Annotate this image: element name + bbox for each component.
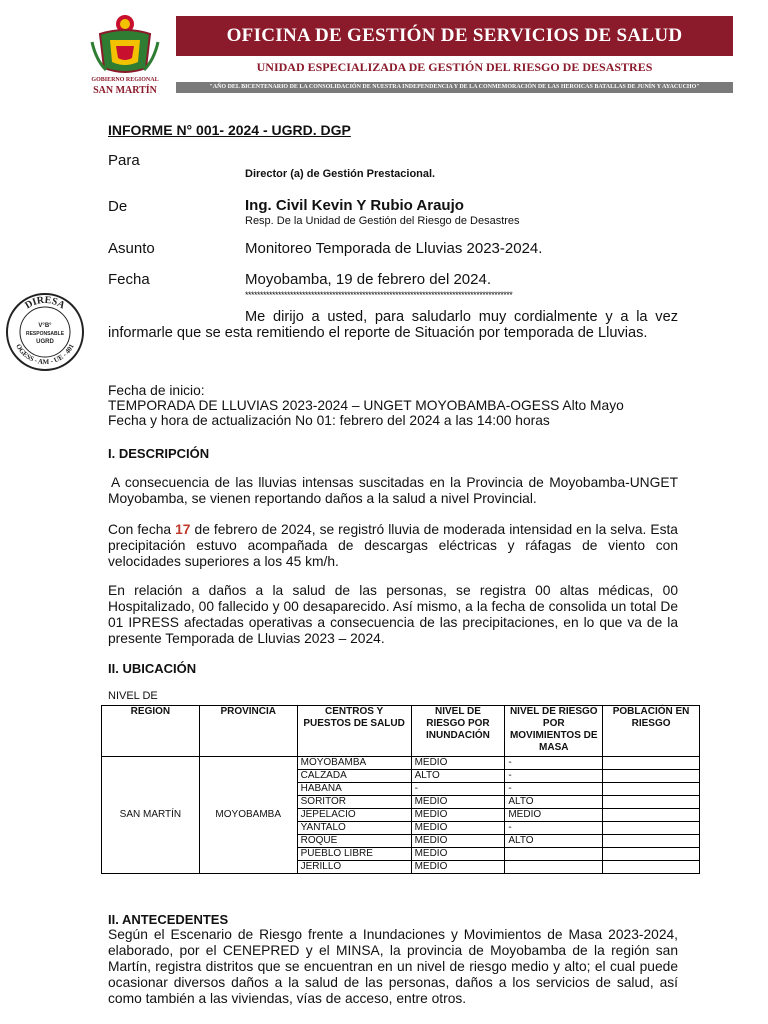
- stamp-responsable: RESPONSABLE: [25, 331, 65, 337]
- start-date-label: Fecha de inicio:: [108, 383, 205, 398]
- health-center-cell: CALZADA: [297, 770, 411, 783]
- flood-risk-cell: MEDIO: [411, 757, 505, 770]
- season-line: TEMPORADA DE LLUVIAS 2023-2024 – UNGET MOYOBAMBA-OGESS Alto Mayo: [108, 398, 624, 413]
- greeting-paragraph: Me dirijo a usted, para saludarlo muy cordialmente y a la vez informarle que se esta remitiendo el reporte de Situación por temporada de Lluvias.: [108, 309, 678, 341]
- mass-movement-risk-cell: MEDIO: [505, 809, 603, 822]
- mass-movement-risk-cell: -: [505, 822, 603, 835]
- header-population-at-risk: POBLACIÓN EN RIESGO: [603, 706, 700, 757]
- mass-movement-risk-cell: ALTO: [505, 796, 603, 809]
- stamp-top-text: DIRESA: [23, 294, 67, 312]
- population-cell: [603, 848, 700, 861]
- highlighted-day: 17: [175, 522, 191, 537]
- health-center-cell: ROQUE: [297, 835, 411, 848]
- org-name: [82, 76, 168, 95]
- population-cell: [603, 822, 700, 835]
- date-prefix: Con fecha: [108, 522, 176, 537]
- from-name: Ing. Civil Kevin Y Rubio Araujo: [245, 197, 464, 214]
- description-paragraph-1: A consecuencia de las lluvias intensas suscitadas en la Provincia de Moyobamba-UNGET Moyobamba, se vienen reportando daños a la salud a nivel Provincial.: [108, 475, 678, 506]
- flood-risk-cell: MEDIO: [411, 809, 505, 822]
- population-cell: [603, 835, 700, 848]
- flood-risk-cell: MEDIO: [411, 848, 505, 861]
- to-value: Director (a) de Gestión Prestacional.: [245, 168, 436, 180]
- population-cell: [603, 796, 700, 809]
- location-heading: II. UBICACIÓN: [108, 661, 197, 676]
- flood-risk-cell: -: [411, 783, 505, 796]
- stamp-bottom-text: OGESS - AM - UE - 401: [14, 342, 76, 367]
- separator-line: *****************************************************************************************: [245, 290, 513, 300]
- header-region: REGION: [102, 706, 200, 757]
- description-heading: I. DESCRIPCIÓN: [108, 446, 210, 461]
- stamp-vb: V°B°: [38, 323, 52, 329]
- health-center-cell: HABANA: [297, 783, 411, 796]
- location-table-body: [102, 757, 700, 874]
- health-center-cell: PUEBLO LIBRE: [297, 848, 411, 861]
- location-table: [101, 705, 700, 874]
- header-province: PROVINCIA: [199, 706, 297, 757]
- office-banner: OFICINA DE GESTIÓN DE SERVICIOS DE SALUD: [176, 16, 733, 56]
- from-label: De: [108, 198, 128, 215]
- year-motto: "AÑO DEL BICENTENARIO DE LA CONSOLIDACIÓN DE NUESTRA INDEPENDENCIA Y DE LA CONMEMORACIÓN DE LAS HEROICAS BATALLAS DE JUNÍN Y AYACUCHO": [176, 82, 733, 93]
- region-cell: SAN MARTÍN: [102, 757, 200, 874]
- background-heading: II. ANTECEDENTES: [108, 912, 229, 927]
- background-paragraph: Según el Escenario de Riesgo frente a Inundaciones y Movimientos de Masa 2023-2024, elaborado, por el CENEPRED y el MINSA, la provincia de Moyobamba de la región san Martín, registra distritos que se encuentran en un nivel de riesgo medio y alto; el cual puede ocasionar diversos daños a la salud de las personas, daños a los servicios de salud, así como también a las viviendas, vías de acceso, entre otros.: [108, 927, 678, 1006]
- flood-risk-cell: MEDIO: [411, 861, 505, 874]
- province-cell: MOYOBAMBA: [199, 757, 297, 874]
- unit-subtitle: UNIDAD ESPECIALIZADA DE GESTIÓN DEL RIESGO DE DESASTRES: [256, 60, 653, 74]
- mass-movement-risk-cell: -: [505, 770, 603, 783]
- mass-movement-risk-cell: -: [505, 757, 603, 770]
- nivel-label: NIVEL DE: [108, 690, 158, 702]
- date-value: Moyobamba, 19 de febrero del 2024.: [245, 271, 491, 288]
- population-cell: [603, 770, 700, 783]
- health-center-cell: JEPELACIO: [297, 809, 411, 822]
- subject-label: Asunto: [108, 240, 155, 257]
- description-paragraph-2: [108, 522, 678, 570]
- health-center-cell: YANTALO: [297, 822, 411, 835]
- population-cell: [603, 861, 700, 874]
- diresa-stamp: [4, 291, 86, 373]
- from-role: Resp. De la Unidad de Gestión del Riesgo de Desastres: [245, 215, 520, 227]
- subject-value: Monitoreo Temporada de Lluvias 2023-2024.: [245, 240, 543, 257]
- health-center-cell: JERILLO: [297, 861, 411, 874]
- flood-risk-cell: MEDIO: [411, 822, 505, 835]
- mass-movement-risk-cell: ALTO: [505, 835, 603, 848]
- population-cell: [603, 809, 700, 822]
- mass-movement-risk-cell: [505, 848, 603, 861]
- table-row: [102, 757, 700, 770]
- population-cell: [603, 757, 700, 770]
- population-cell: [603, 783, 700, 796]
- date-label: Fecha: [108, 271, 150, 288]
- mass-movement-risk-cell: -: [505, 783, 603, 796]
- header-health-centers: CENTROS Y PUESTOS DE SALUD: [297, 706, 411, 757]
- report-title: INFORME N° 001- 2024 - UGRD. DGP: [108, 122, 351, 138]
- header-flood-risk: NIVEL DE RIESGO POR INUNDACIÓN: [411, 706, 505, 757]
- health-center-cell: MOYOBAMBA: [297, 757, 411, 770]
- org-name-line2: SAN MARTÍN: [93, 85, 157, 96]
- flood-risk-cell: ALTO: [411, 770, 505, 783]
- update-line: Fecha y hora de actualización No 01: febrero del 2024 a las 14:00 horas: [108, 413, 550, 428]
- table-header-row: [102, 706, 700, 757]
- org-name-line1: GOBIERNO REGIONAL: [91, 77, 159, 83]
- mass-movement-risk-cell: [505, 861, 603, 874]
- health-center-cell: SORITOR: [297, 796, 411, 809]
- flood-risk-cell: MEDIO: [411, 796, 505, 809]
- flood-risk-cell: MEDIO: [411, 835, 505, 848]
- description-paragraph-3: En relación a daños a la salud de las personas, se registra 00 altas médicas, 00 Hospitalizado, 00 fallecido y 00 desaparecido. Así mismo, a la fecha de consolida un total De 01 IPRESS afectadas operativas a consecuencia de las precipitaciones, en lo que va de la presente Temporada de Lluvias 2023 – 2024.: [108, 583, 678, 646]
- header-mass-movement-risk: NIVEL DE RIESGO POR MOVIMIENTOS DE MASA: [505, 706, 603, 757]
- date-suffix: de febrero de 2024, se registró lluvia de moderada intensidad en la selva. Esta precipitación estuvo acompañada de descargas eléctricas y ráfagas de viento con velocidades superiores a los 45 km/h.: [108, 522, 678, 569]
- stamp-ugrd: UGRD: [36, 339, 54, 345]
- to-label: Para: [108, 152, 140, 169]
